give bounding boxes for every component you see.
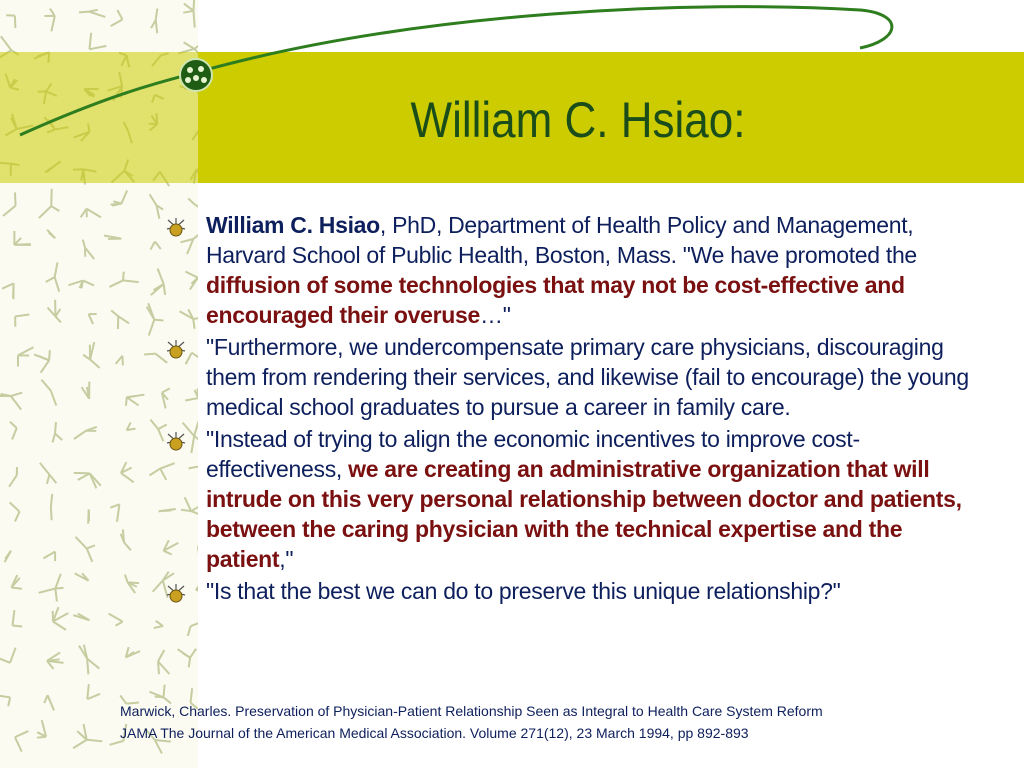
bullet-1-emphasis: diffusion of some technologies that may not be cost-effective and encouraged their overuse bbox=[206, 272, 905, 328]
pattern-stroke bbox=[88, 509, 89, 523]
pattern-stroke bbox=[39, 589, 56, 593]
pattern-stroke bbox=[87, 549, 93, 562]
pattern-stroke bbox=[41, 380, 50, 391]
pattern-stroke bbox=[158, 268, 164, 284]
pattern-stroke bbox=[55, 588, 63, 589]
pattern-stroke bbox=[40, 463, 49, 475]
pattern-stroke bbox=[183, 653, 190, 658]
bullet-item bbox=[165, 576, 985, 606]
bullet-list bbox=[165, 210, 985, 608]
pattern-stroke bbox=[55, 277, 60, 292]
pattern-stroke bbox=[48, 695, 54, 710]
pattern-stroke bbox=[89, 10, 98, 12]
pattern-stroke bbox=[111, 20, 123, 27]
pattern-stroke bbox=[2, 283, 13, 288]
pattern-stroke bbox=[0, 656, 10, 663]
pattern-stroke bbox=[74, 431, 86, 439]
slide-title: William C. Hsiao: bbox=[244, 80, 913, 160]
pattern-stroke bbox=[183, 11, 193, 13]
pattern-stroke bbox=[116, 622, 123, 626]
pattern-stroke bbox=[154, 626, 163, 628]
pattern-stroke bbox=[9, 475, 17, 486]
pattern-stroke bbox=[123, 529, 124, 542]
pattern-stroke bbox=[188, 626, 191, 636]
pattern-stroke bbox=[11, 588, 22, 589]
pattern-stroke bbox=[3, 206, 16, 216]
pattern-stroke bbox=[87, 545, 95, 548]
bullet-1-name: William C. Hsiao bbox=[206, 212, 380, 238]
pattern-stroke bbox=[189, 658, 190, 668]
pattern-stroke bbox=[51, 16, 54, 31]
pattern-stroke bbox=[125, 575, 128, 583]
pattern-stroke bbox=[127, 397, 139, 405]
pattern-stroke bbox=[117, 10, 122, 20]
pattern-stroke bbox=[154, 320, 163, 321]
pattern-stroke bbox=[117, 504, 119, 521]
bullet-3-tail: ," bbox=[279, 546, 293, 572]
pattern-stroke bbox=[8, 697, 10, 706]
pattern-stroke bbox=[109, 280, 123, 286]
pattern-stroke bbox=[150, 194, 157, 205]
pattern-stroke bbox=[11, 393, 23, 396]
pattern-stroke bbox=[85, 247, 94, 259]
bullet-2-text: "Furthermore, we undercompensate primary care physicians, discouraging them from rendering their services, and likewise (fail to encourage) the young medical school graduates to pursue a career in family care. bbox=[206, 334, 969, 420]
pattern-stroke bbox=[49, 350, 50, 360]
pattern-stroke bbox=[188, 198, 195, 204]
pattern-stroke bbox=[55, 589, 57, 602]
pattern-stroke bbox=[55, 434, 62, 441]
pattern-stroke bbox=[51, 507, 52, 520]
pattern-stroke bbox=[49, 475, 56, 483]
pattern-stroke bbox=[122, 190, 128, 203]
pattern-stroke bbox=[126, 397, 127, 406]
bullet-flower-icon bbox=[165, 338, 187, 360]
pattern-stroke bbox=[89, 12, 106, 17]
pattern-stroke bbox=[151, 20, 156, 28]
pattern-stroke bbox=[47, 230, 55, 239]
pattern-stroke bbox=[75, 537, 86, 549]
pattern-stroke bbox=[39, 356, 49, 360]
pattern-stroke bbox=[51, 494, 52, 507]
pattern-stroke bbox=[194, 42, 198, 48]
bullet-flower-icon bbox=[165, 582, 187, 604]
pattern-stroke bbox=[18, 347, 33, 355]
citation-line-2: JAMA The Journal of the American Medical Association. Volume 271(12), 23 March 1994, pp 892-893 bbox=[120, 722, 1000, 744]
pattern-stroke bbox=[156, 8, 158, 19]
pattern-stroke bbox=[155, 697, 164, 698]
pattern-stroke bbox=[184, 42, 195, 49]
pattern-stroke bbox=[11, 396, 21, 410]
pattern-stroke bbox=[55, 574, 60, 589]
bullet-item bbox=[165, 332, 985, 422]
pattern-stroke bbox=[89, 46, 106, 49]
pattern-stroke bbox=[89, 314, 93, 324]
pattern-stroke bbox=[90, 360, 100, 368]
pattern-stroke bbox=[163, 685, 164, 698]
pattern-stroke bbox=[158, 429, 163, 441]
bullet-3-text: "Instead of trying to align the economic incentives to improve cost-effectiveness, bbox=[206, 426, 860, 482]
pattern-stroke bbox=[12, 428, 17, 439]
pattern-stroke bbox=[191, 623, 198, 626]
citation-line-1: Marwick, Charles. Preservation of Physician-Patient Relationship Seen as Integral to Health Care System Reform bbox=[120, 700, 1000, 722]
pattern-stroke bbox=[53, 434, 55, 443]
pattern-stroke bbox=[118, 316, 129, 323]
pattern-stroke bbox=[190, 649, 196, 658]
bullet-item bbox=[165, 424, 985, 574]
pattern-stroke bbox=[15, 737, 22, 751]
pattern-stroke bbox=[51, 206, 59, 211]
pattern-stroke bbox=[150, 469, 161, 476]
bullet-4-text: "Is that the best we can do to preserve this unique relationship?" bbox=[206, 578, 841, 604]
pattern-stroke bbox=[50, 9, 55, 16]
pattern-stroke bbox=[123, 280, 139, 282]
bullet-3-emphasis: we are creating an administrative organization that will intrude on this very personal relationship between doctor and patients, between the caring physician with the technical expertise and the patient bbox=[206, 456, 962, 572]
pattern-stroke bbox=[87, 659, 88, 675]
pattern-stroke bbox=[158, 650, 164, 661]
pattern-stroke bbox=[127, 395, 145, 398]
pattern-stroke bbox=[194, 11, 195, 28]
title-band-left-segment bbox=[0, 52, 198, 183]
pattern-stroke bbox=[184, 4, 194, 11]
pattern-stroke bbox=[10, 422, 17, 428]
bullet-item bbox=[165, 210, 985, 330]
pattern-stroke bbox=[46, 277, 55, 282]
pattern-stroke bbox=[123, 272, 124, 281]
pattern-stroke bbox=[194, 0, 195, 11]
bullet-flower-icon bbox=[165, 216, 187, 238]
pattern-stroke bbox=[153, 580, 163, 591]
pattern-stroke bbox=[14, 244, 30, 245]
pattern-stroke bbox=[37, 737, 46, 738]
pattern-stroke bbox=[87, 684, 89, 699]
pattern-stroke bbox=[156, 621, 163, 626]
pattern-stroke bbox=[55, 316, 60, 322]
pattern-stroke bbox=[144, 354, 155, 355]
pattern-stroke bbox=[149, 320, 155, 336]
bullet-flower-icon bbox=[165, 430, 187, 452]
pattern-stroke bbox=[12, 626, 22, 627]
pattern-stroke bbox=[87, 694, 100, 699]
pattern-stroke bbox=[83, 281, 94, 286]
pattern-stroke bbox=[156, 20, 157, 33]
pattern-stroke bbox=[78, 473, 90, 480]
pattern-stroke bbox=[1, 36, 12, 50]
pattern-stroke bbox=[116, 356, 123, 364]
pattern-stroke bbox=[0, 695, 10, 698]
pattern-stroke bbox=[74, 473, 90, 474]
pattern-stroke bbox=[158, 661, 159, 674]
pattern-stroke bbox=[79, 12, 89, 13]
pattern-stroke bbox=[55, 422, 56, 433]
pattern-stroke bbox=[10, 502, 20, 511]
pattern-stroke bbox=[87, 740, 103, 742]
pattern-stroke bbox=[87, 659, 99, 669]
pattern-stroke bbox=[155, 242, 161, 249]
pattern-stroke bbox=[124, 542, 131, 550]
pattern-stroke bbox=[41, 360, 49, 372]
pattern-stroke bbox=[15, 731, 28, 737]
pattern-stroke bbox=[47, 307, 55, 316]
pattern-stroke bbox=[5, 551, 11, 562]
pattern-stroke bbox=[15, 314, 29, 316]
citation bbox=[120, 700, 1000, 744]
pattern-stroke bbox=[43, 552, 55, 559]
pattern-stroke bbox=[121, 473, 134, 482]
pattern-stroke bbox=[10, 648, 15, 663]
pattern-stroke bbox=[51, 391, 56, 406]
pattern-stroke bbox=[109, 614, 123, 622]
pattern-stroke bbox=[53, 622, 66, 630]
pattern-stroke bbox=[83, 240, 85, 248]
pattern-stroke bbox=[150, 420, 158, 430]
pattern-stroke bbox=[128, 582, 139, 583]
pattern-stroke bbox=[15, 512, 20, 522]
pattern-stroke bbox=[12, 610, 14, 625]
pattern-stroke bbox=[151, 242, 155, 250]
pattern-stroke bbox=[110, 203, 121, 204]
pattern-stroke bbox=[86, 209, 100, 218]
bullet-1-text: , PhD, Department of Health Policy and Management, Harvard School of Public Health, Boston, Mass. "We have promoted the bbox=[206, 212, 917, 268]
pattern-stroke bbox=[73, 740, 87, 748]
pattern-stroke bbox=[47, 475, 49, 484]
pattern-stroke bbox=[55, 262, 58, 277]
pattern-stroke bbox=[39, 206, 51, 218]
pattern-stroke bbox=[89, 33, 91, 49]
pattern-stroke bbox=[15, 192, 16, 205]
pattern-stroke bbox=[111, 310, 118, 316]
bullet-1-tail: …" bbox=[480, 302, 511, 328]
